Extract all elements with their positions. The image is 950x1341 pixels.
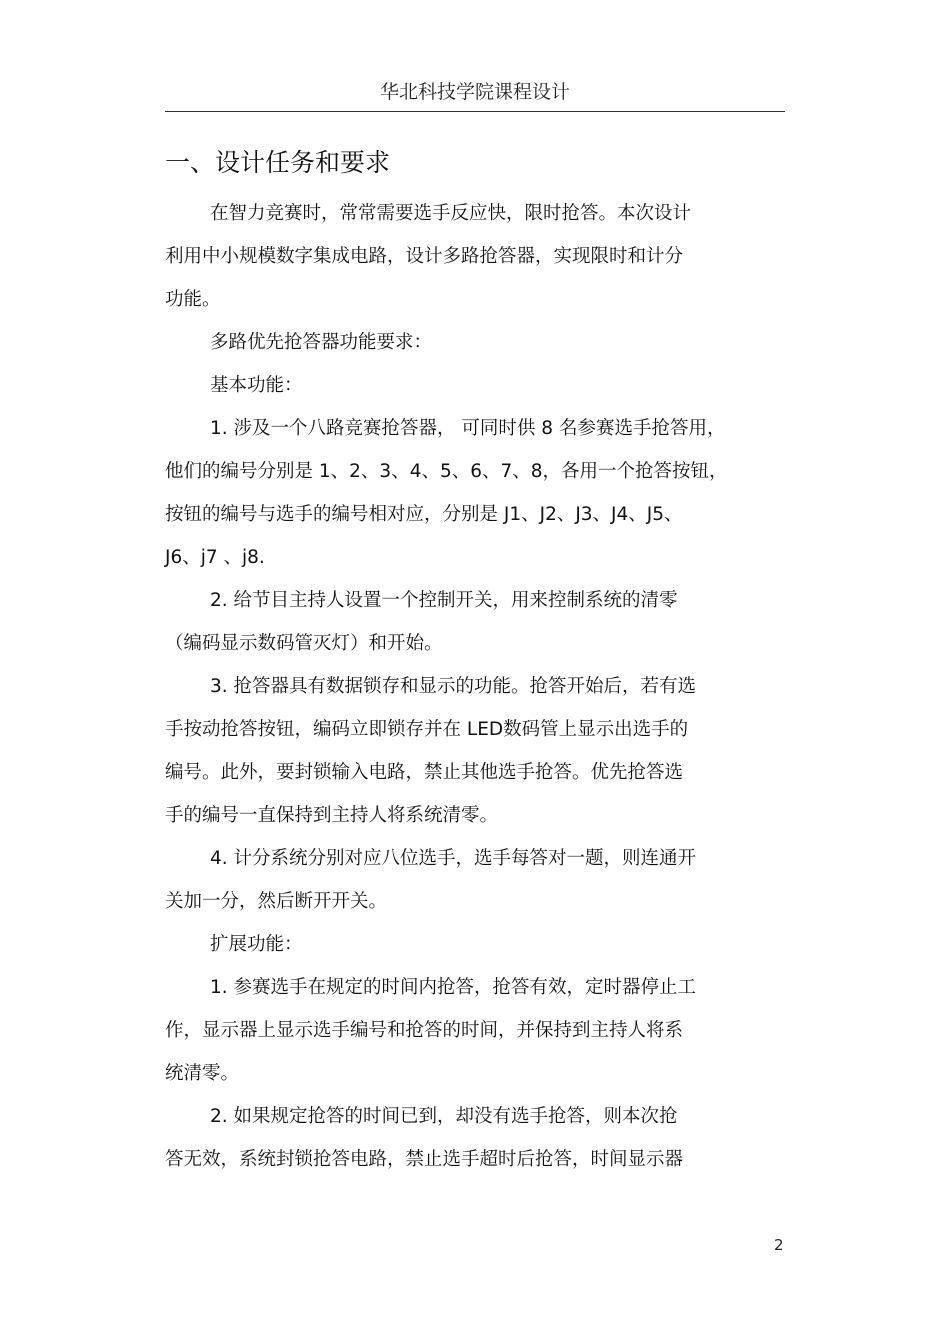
running-header: 华北科技学院课程设计 xyxy=(379,81,570,103)
body-line: 利用中小规模数字集成电路，设计多路抢答器，实现限时和计分 xyxy=(165,246,684,267)
body-line: 在智力竞赛时，常常需要选手反应快，限时抢答。本次设计 xyxy=(210,203,692,224)
body-line: 他们的编号分别是 1、2、3、4、5、6、7、8，各用一个抢答按钮， xyxy=(165,461,728,482)
body-line: 4. 计分系统分别对应八位选手，选手每答对一题，则连通开 xyxy=(210,848,697,869)
body-line: 统清零。 xyxy=(165,1063,240,1084)
body-line: 2. 给节目主持人设置一个控制开关，用来控制系统的清零 xyxy=(210,590,678,611)
body-line: J6、j7 、j8. xyxy=(165,547,265,568)
header-divider xyxy=(165,111,785,112)
body-line: 3. 抢答器具有数据锁存和显示的功能。抢答开始后，若有选 xyxy=(210,676,697,697)
body-line: 多路优先抢答器功能要求： xyxy=(210,332,433,353)
body-line: 编号。此外，要封锁输入电路，禁止其他选手抢答。优先抢答选 xyxy=(165,762,684,783)
body-line: （编码显示数码管灭灯）和开始。 xyxy=(165,633,443,654)
body-line: 答无效，系统封锁抢答电路，禁止选手超时后抢答，时间显示器 xyxy=(165,1149,684,1170)
body-line: 按钮的编号与选手的编号相对应，分别是 J1、J2、J3、J4、J5、 xyxy=(165,504,683,525)
section-heading: 一、设计任务和要求 xyxy=(165,148,391,177)
body-line: 手按动抢答按钮，编码立即锁存并在 LED数码管上显示出选手的 xyxy=(165,719,689,740)
body-line: 基本功能： xyxy=(210,375,303,396)
body-line: 1. 参赛选手在规定的时间内抢答，抢答有效，定时器停止工 xyxy=(210,977,697,998)
body-line: 1. 涉及一个八路竞赛抢答器， 可同时供 8 名参赛选手抢答用， xyxy=(210,418,726,439)
body-line: 关加一分，然后断开开关。 xyxy=(165,891,388,912)
body-line: 手的编号一直保持到主持人将系统清零。 xyxy=(165,805,499,826)
body-line: 功能。 xyxy=(165,289,221,310)
body-line: 作，显示器上显示选手编号和抢答的时间，并保持到主持人将系 xyxy=(165,1020,684,1041)
body-line: 扩展功能： xyxy=(210,934,303,955)
body-line: 2. 如果规定抢答的时间已到，却没有选手抢答，则本次抢 xyxy=(210,1106,678,1127)
page-number: 2 xyxy=(774,1236,784,1254)
